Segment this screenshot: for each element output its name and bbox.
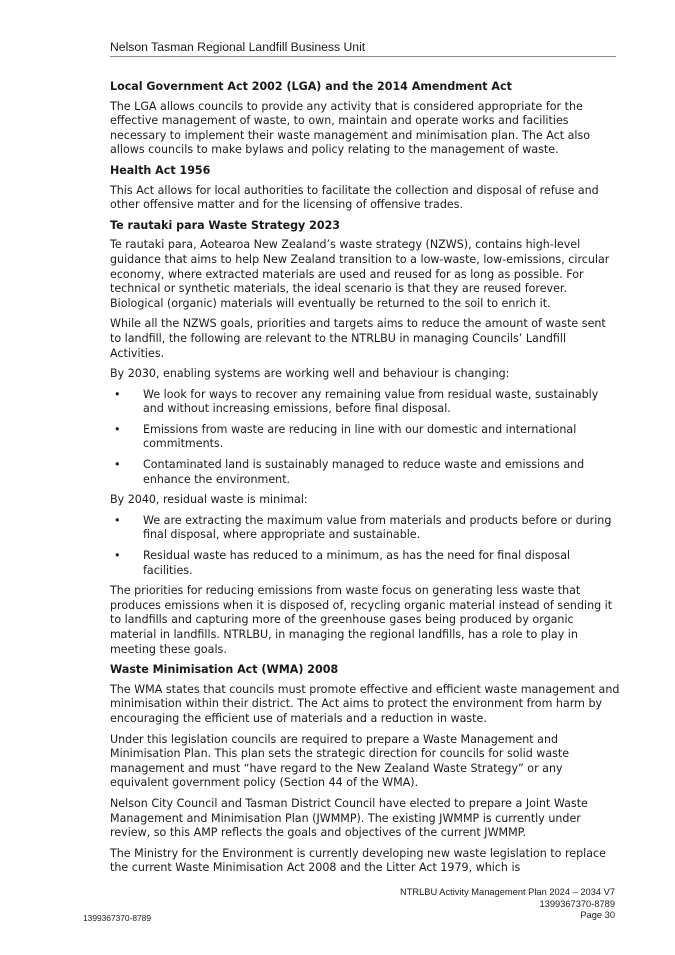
list-item: • Residual waste has reduced to a minimum, as has the need for final disposal facilities.: [110, 549, 620, 578]
bullet-list-2040: [110, 514, 620, 578]
page-header: Nelson Tasman Regional Landfill Business Unit: [110, 40, 616, 57]
page-number: Page 30: [580, 910, 615, 920]
footer-doc-number: 1399367370-8789: [539, 898, 615, 909]
section-heading-waste-strategy: Te rautaki para Waste Strategy 2023: [110, 218, 341, 232]
footer-document-id: 1399367370-8789: [83, 913, 151, 923]
footer-doc-title: NTRLBU Activity Management Plan 2024 – 2034 V7: [400, 887, 615, 897]
paragraph: By 2030, enabling systems are working well and behaviour is changing:: [110, 367, 510, 381]
paragraph: Nelson City Council and Tasman District Council have elected to prepare a Joint Waste Management and Minimisation Plan (JWMMP). The existing JWMMP is currently under review, so this AMP reflects the goals and objectives of the current JWMMP.: [110, 796, 588, 840]
section-heading-wma: Waste Minimisation Act (WMA) 2008: [110, 663, 339, 677]
paragraph: The Ministry for the Environment is currently developing new waste legislation to replace the current Waste Minimisation Act 2008 and the Litter Act 1979, which is: [110, 846, 606, 875]
list-item: • We look for ways to recover any remaining value from residual waste, sustainably and without increasing emissions, before final disposal.: [110, 388, 620, 417]
list-item: • We are extracting the maximum value from materials and products before or during final disposal, where appropriate and sustainable.: [110, 514, 620, 543]
page-footer: [400, 887, 615, 922]
paragraph: Under this legislation councils are required to prepare a Waste Management and Minimisation Plan. This plan sets the strategic direction for councils for solid waste management and must “have regard to the New Zealand Waste Strategy” or any equivalent government policy (Section 44 of the WMA).: [110, 732, 570, 790]
paragraph: By 2040, residual waste is minimal:: [110, 493, 308, 507]
bullet-list-2030: [110, 388, 620, 488]
section-heading-health-act: Health Act 1956: [110, 163, 211, 177]
paragraph: This Act allows for local authorities to facilitate the collection and disposal of refuse and other offensive matter and for the licensing of offensive trades.: [110, 183, 599, 212]
document-body: [110, 80, 620, 882]
paragraph: The WMA states that councils must promote effective and efficient waste management and minimisation within their district. The Act aims to protect the environment from harm by encouraging the efficient use of materials and a reduction in waste.: [110, 682, 620, 725]
paragraph: Te rautaki para, Aotearoa New Zealand’s waste strategy (NZWS), contains high-level guidance that aims to help New Zealand transition to a low-waste, low-emissions, circular economy, where extracted materials are used and reused for as long as possible. For technical or synthetic materials, the ideal scenario is that they are reused forever. Biological (organic) materials will eventually be returned to the soil to enrich it.: [110, 238, 610, 310]
list-item: • Emissions from waste are reducing in line with our domestic and international commitments.: [110, 423, 620, 452]
list-item: • Contaminated land is sustainably managed to reduce waste and emissions and enhance the environment.: [110, 458, 620, 487]
section-heading-lga: Local Government Act 2002 (LGA) and the 2014 Amendment Act: [110, 80, 512, 93]
paragraph: While all the NZWS goals, priorities and targets aims to reduce the amount of waste sent to landfill, the following are relevant to the NTRLBU in managing Councils’ Landfill Activities.: [110, 317, 606, 360]
paragraph: The priorities for reducing emissions from waste focus on generating less waste that produces emissions when it is disposed of, recycling organic material instead of sending it to landfills and capturing more of the greenhouse gases being produced by organic material in landfills. NTRLBU, in managing the regional landfills, has a role to play in meeting these goals.: [110, 584, 613, 656]
paragraph: The LGA allows councils to provide any activity that is considered appropriate for the effective management of waste, to own, maintain and operate works and facilities necessary to implement their waste management and minimisation plan. The Act also allows councils to make bylaws and policy relating to the management of waste.: [110, 99, 591, 157]
